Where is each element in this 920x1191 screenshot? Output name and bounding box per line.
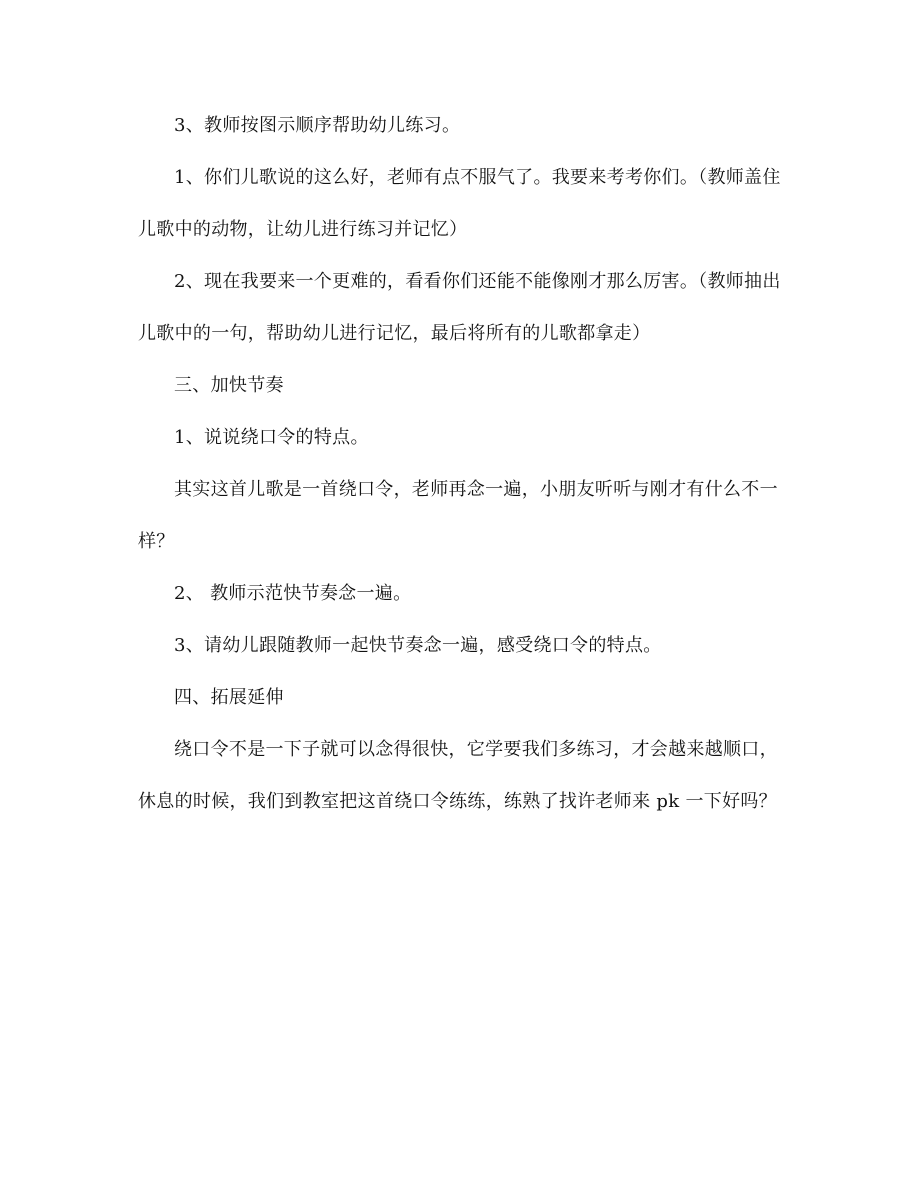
paragraph-tongue-twister-features: 1、说说绕口令的特点。	[174, 427, 369, 448]
section-heading-speed-up: 三、加快节奏	[174, 375, 284, 396]
document-body	[138, 100, 783, 828]
paragraph-cover-animals: 1、你们儿歌说的这么好，老师有点不服气了。我要来考考你们。（教师盖住儿歌中的动物，让幼儿进行练习并记忆）	[138, 167, 781, 240]
paragraph-practice-more: 绕口令不是一下子就可以念得很快，它学要我们多练习，才会越来越顺口，休息的时候，我们到教室把这首绕口令练练，练熟了找许老师来 pk 一下好吗？	[138, 739, 778, 812]
paragraph-teacher-demo-fast: 2、 教师示范快节奏念一遍。	[174, 583, 412, 604]
paragraph-remove-lines: 2、现在我要来一个更难的，看看你们还能不能像刚才那么厉害。（教师抽出儿歌中的一句，帮助幼儿进行记忆，最后将所有的儿歌都拿走）	[138, 271, 781, 344]
section-heading-extension: 四、拓展延伸	[174, 687, 284, 708]
paragraph-reread-compare: 其实这首儿歌是一首绕口令，老师再念一遍，小朋友听听与刚才有什么不一样？	[138, 479, 778, 552]
paragraph-step-3-practice: 3、教师按图示顺序帮助幼儿练习。	[174, 115, 461, 136]
paragraph-children-follow: 3、请幼儿跟随教师一起快节奏念一遍，感受绕口令的特点。	[174, 635, 662, 656]
